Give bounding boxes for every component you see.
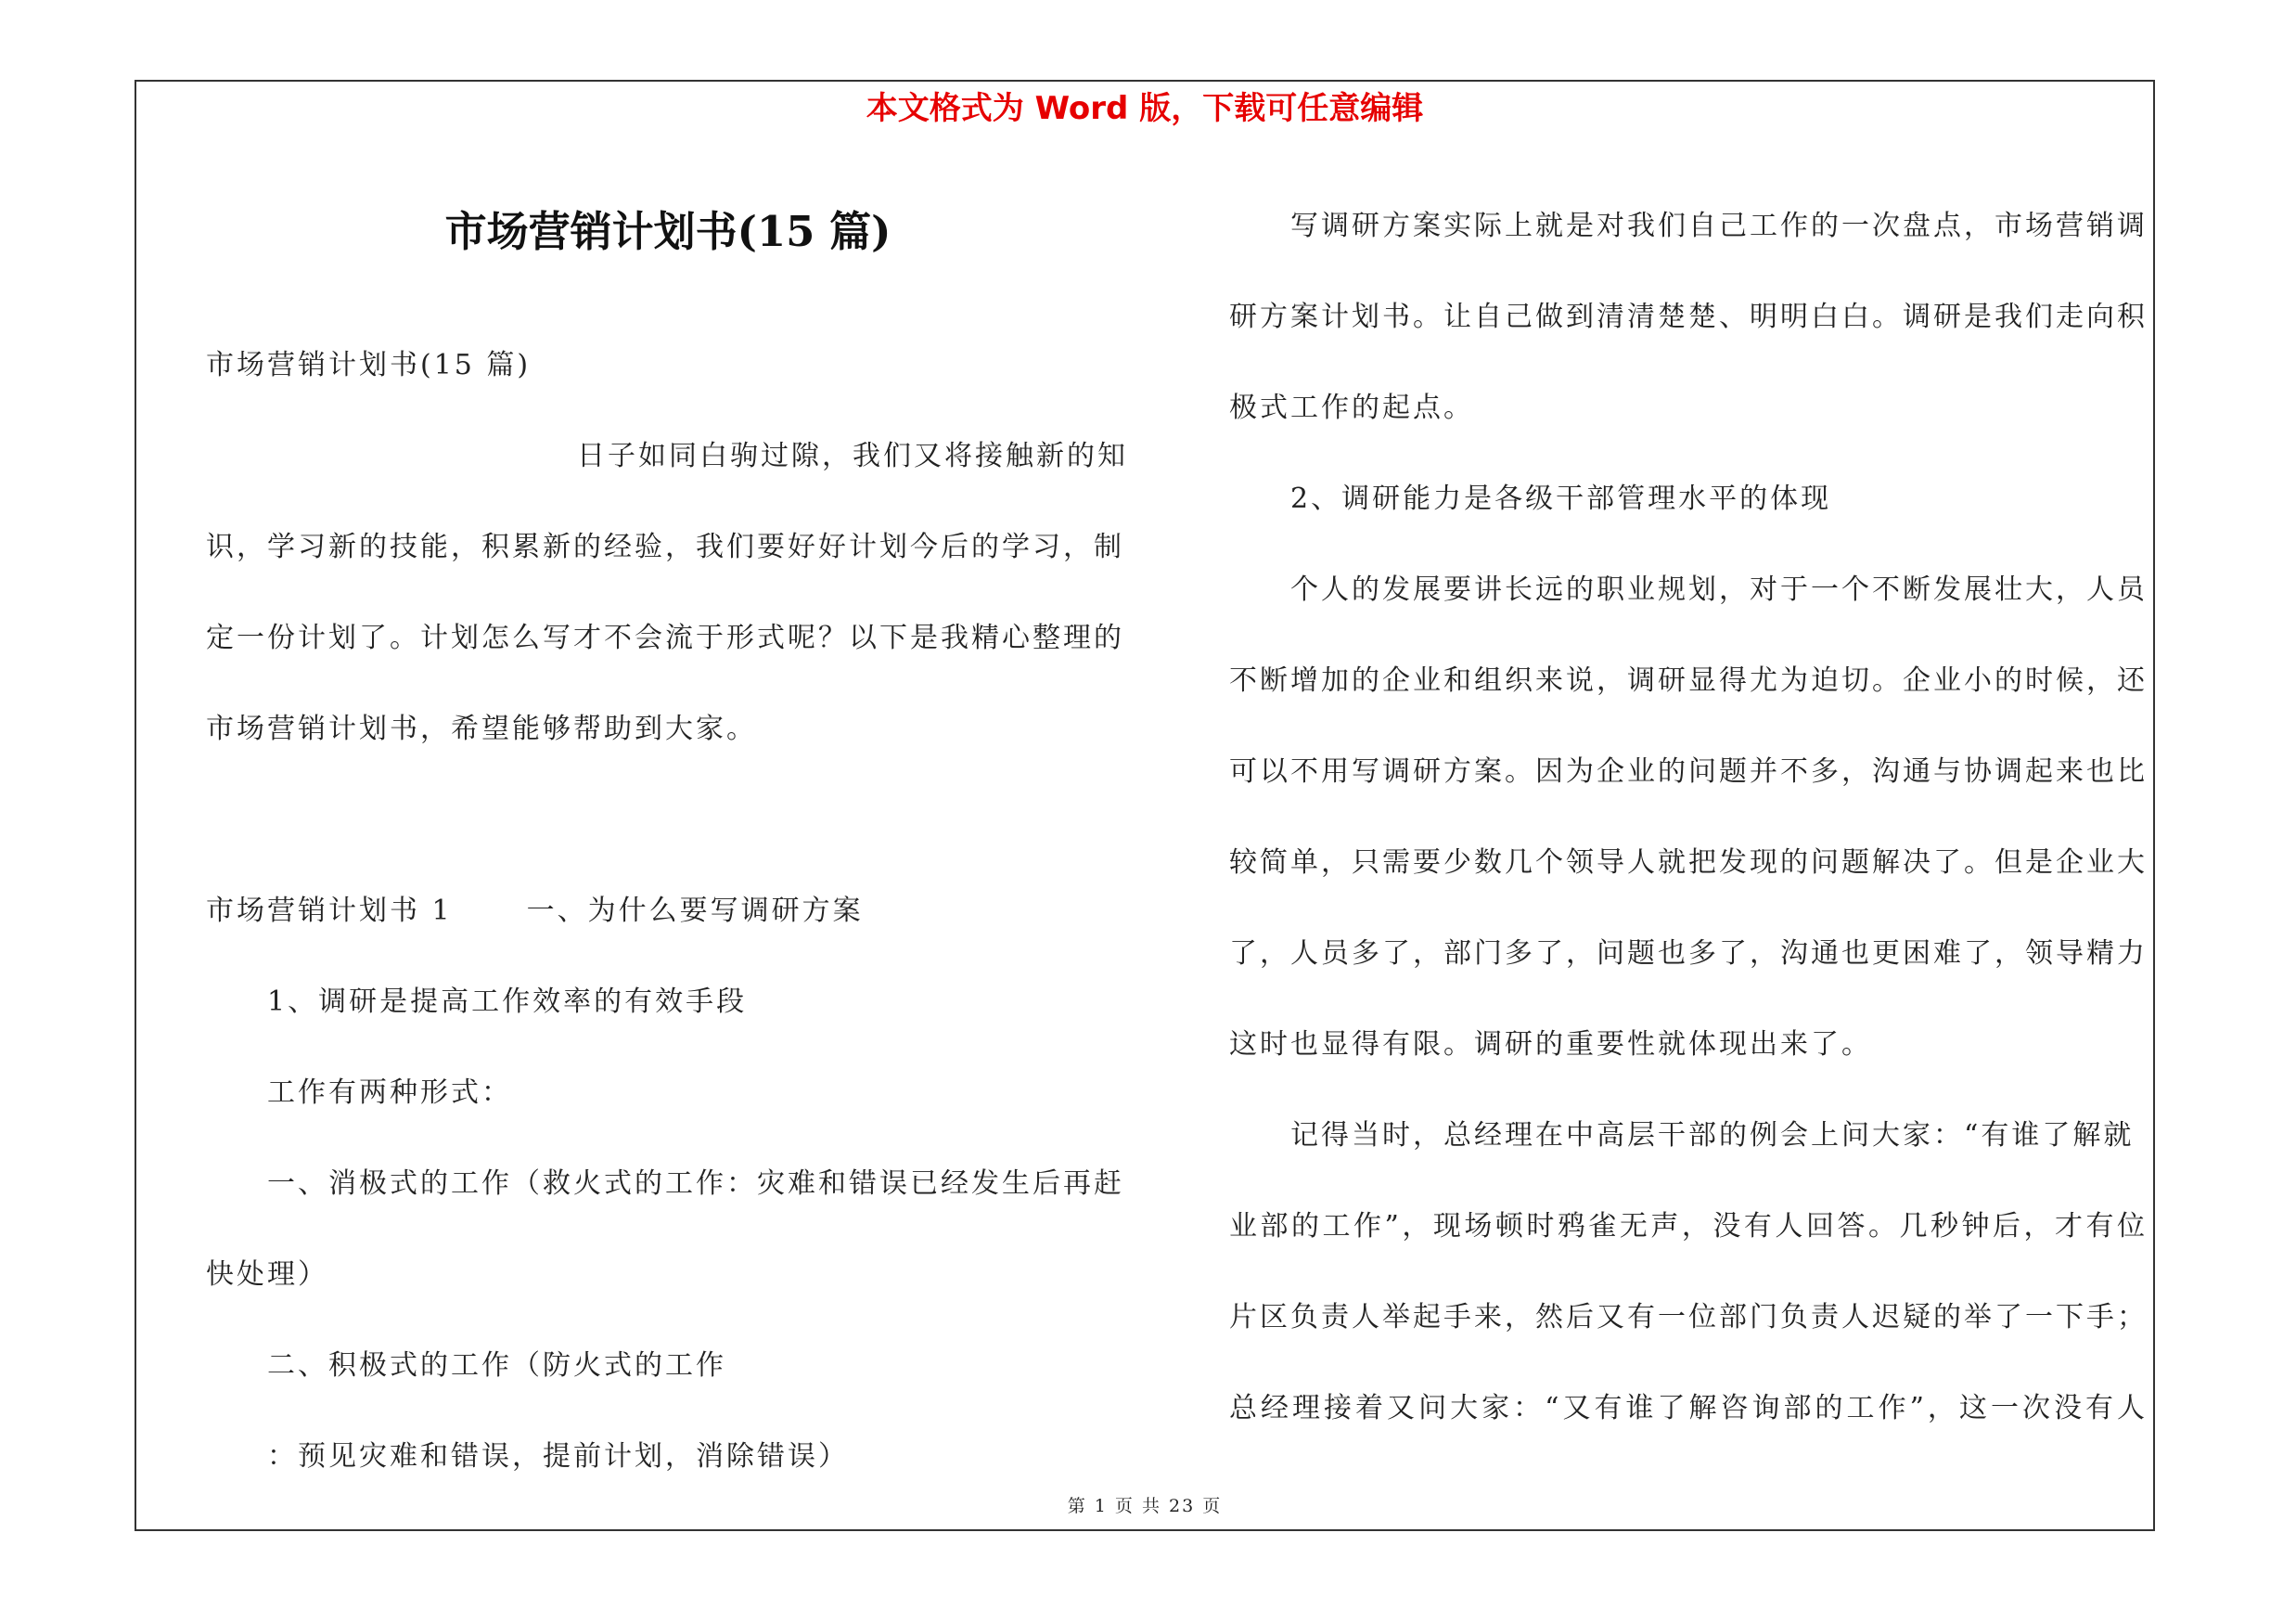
paragraph-line: 记得当时，总经理在中高层干部的例会上问大家：“有谁了解就 [1290, 1119, 2135, 1152]
paragraph-line: 快处理） [206, 1258, 328, 1291]
paragraph-line: 总经理接着又问大家：“又有谁了解咨询部的工作”，这一次没有人 [1229, 1392, 2148, 1424]
word-format-banner: 本文格式为 Word 版，下载可任意编辑 [866, 90, 1424, 127]
page-number-footer: 第 1 页 共 23 页 [1067, 1496, 1223, 1516]
paragraph-line: 工作有两种形式： [267, 1076, 512, 1109]
paragraph-line: 2、调研能力是各级干部管理水平的体现 [1290, 483, 1832, 515]
paragraph-line: 不断增加的企业和组织来说，调研显得尤为迫切。企业小的时候，还 [1229, 664, 2148, 697]
paragraph-line: 定一份计划了。计划怎么写才不会流于形式呢？以下是我精心整理的 [206, 622, 1124, 654]
section-title: 市场营销计划书 1 [206, 895, 453, 927]
paragraph-line: 可以不用写调研方案。因为企业的问题并不多，沟通与协调起来也比 [1229, 755, 2148, 788]
subtitle: 市场营销计划书(15 篇) [206, 349, 532, 381]
paragraph-line: 业部的工作”，现场顿时鸦雀无声，没有人回答。几秒钟后，才有位 [1229, 1210, 2148, 1243]
paragraph-line: 极式工作的起点。 [1229, 392, 1474, 424]
paragraph-line: 识，学习新的技能，积累新的经验，我们要好好计划今后的学习，制 [206, 531, 1124, 563]
paragraph-line: 日子如同白驹过隙，我们又将接触新的知 [577, 440, 1128, 472]
paragraph-line: 1、调研是提高工作效率的有效手段 [267, 985, 748, 1018]
blank-line [206, 775, 1124, 866]
paragraph-line: 研方案计划书。让自己做到清清楚楚、明明白白。调研是我们走向积 [1229, 301, 2148, 333]
paragraph-line: 二、积极式的工作（防火式的工作 [267, 1349, 726, 1382]
paragraph-line: 这时也显得有限。调研的重要性就体现出来了。 [1229, 1028, 1872, 1061]
paragraph-line: 个人的发展要讲长远的职业规划，对于一个不断发展壮大，人员 [1290, 573, 2148, 606]
paragraph-line: 了，人员多了，部门多了，问题也多了，沟通也更困难了，领导精力 [1229, 937, 2148, 970]
paragraph-line: ：预见灾难和错误，提前计划，消除错误） [267, 1440, 849, 1473]
paragraph-line: 一、消极式的工作（救火式的工作：灾难和错误已经发生后再赶 [267, 1167, 1124, 1200]
left-column [206, 320, 1128, 1502]
section-heading: 一、为什么要写调研方案 [526, 895, 864, 927]
document-title: 市场营销计划书(15 篇) [444, 207, 891, 256]
paragraph-line: 市场营销计划书，希望能够帮助到大家。 [206, 713, 757, 745]
paragraph-line: 较简单，只需要少数几个领导人就把发现的问题解决了。但是企业大 [1229, 846, 2148, 879]
paragraph-line: 写调研方案实际上就是对我们自己工作的一次盘点，市场营销调 [1290, 210, 2148, 242]
paragraph-line: 片区负责人举起手来，然后又有一位部门负责人迟疑的举了一下手； [1229, 1301, 2148, 1333]
right-column [1229, 181, 2148, 1454]
section-header [206, 866, 1124, 957]
